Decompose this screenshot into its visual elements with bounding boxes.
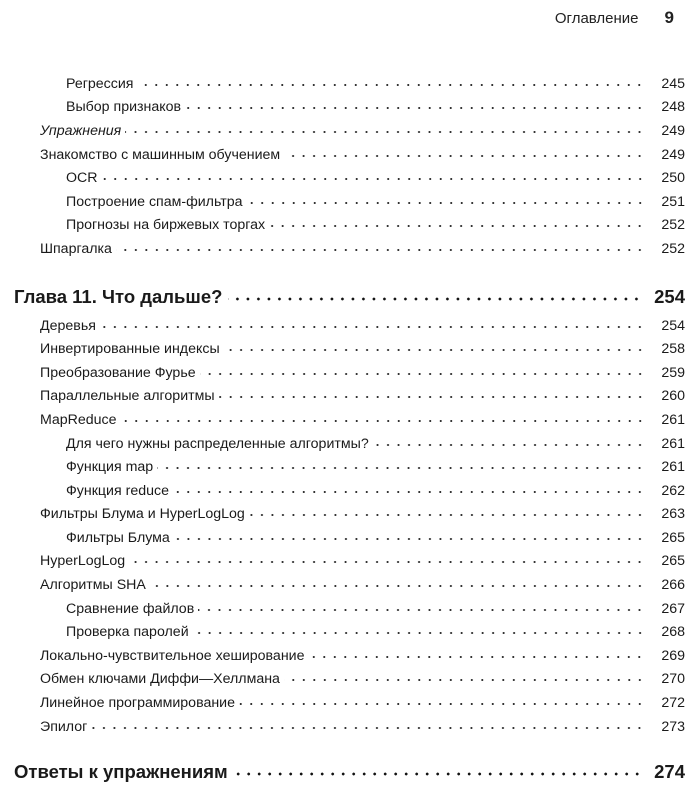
- dot-leader: [100, 320, 645, 334]
- toc-entry-title: Параллельные алгоритмы: [40, 388, 215, 405]
- toc-entry-page: 272: [661, 695, 685, 712]
- toc-entry-title: Деревья: [40, 317, 96, 334]
- dot-leader: [373, 438, 645, 452]
- toc-entry-cheatsheet[interactable]: [0, 237, 700, 261]
- toc-entry-title: HyperLogLog: [40, 553, 126, 570]
- dot-leader: [157, 461, 645, 475]
- toc-entry-title: Локально-чувствительное хеширование: [40, 647, 305, 664]
- toc-entry-page: 249: [661, 122, 685, 139]
- toc-entry-stock-forecast[interactable]: [0, 214, 700, 238]
- toc-entry-title: Обмен ключами Диффи—Хеллмана: [40, 671, 280, 688]
- toc-entry-page: 254: [661, 317, 685, 334]
- toc-entry-title: Знакомство с машинным обучением: [40, 146, 281, 163]
- toc-entry-page: 261: [661, 435, 685, 452]
- toc-entry-ocr[interactable]: [0, 166, 700, 190]
- toc-entry-page: 250: [661, 170, 685, 187]
- toc-entry-page: 245: [661, 75, 685, 92]
- toc-entry-epilogue[interactable]: [0, 715, 700, 739]
- toc-entry-bloom-filters[interactable]: [0, 526, 700, 550]
- dot-leader: [173, 485, 645, 499]
- toc-entry-title: Линейное программирование: [40, 695, 235, 712]
- toc-entry-lsh[interactable]: [0, 644, 700, 668]
- chapter-page: 274: [654, 761, 685, 783]
- dot-leader: [234, 766, 642, 782]
- toc-entry-sha[interactable]: [0, 573, 700, 597]
- toc-entry-page: 251: [661, 193, 685, 210]
- dot-leader: [284, 673, 645, 687]
- toc-entry-page: 252: [661, 217, 685, 234]
- chapter-title: Ответы к упражнениям: [14, 761, 228, 783]
- toc-entry-exercises[interactable]: [0, 119, 700, 143]
- toc-entry-distributed-why[interactable]: [0, 432, 700, 456]
- dot-leader: [228, 291, 642, 307]
- toc-entry-parallel[interactable]: [0, 385, 700, 409]
- toc-entry-password-check[interactable]: [0, 620, 700, 644]
- dot-leader: [150, 579, 645, 593]
- toc-entry-title: Фильтры Блума и HyperLogLog: [40, 506, 245, 523]
- toc-entry-page: 258: [661, 341, 685, 358]
- toc-entry-spam-filter[interactable]: [0, 190, 700, 214]
- toc-entry-page: 261: [661, 459, 685, 476]
- toc-entry-title: Для чего нужны распределенные алгоритмы?: [66, 435, 369, 452]
- toc-entry-page: 265: [661, 553, 685, 570]
- dot-leader: [284, 149, 645, 163]
- toc-entry-page: 266: [661, 577, 685, 594]
- toc-entry-title: Алгоритмы SHA: [40, 577, 146, 594]
- toc-entry-title: Эпилог: [40, 718, 88, 735]
- toc-entry-page: 267: [661, 600, 685, 617]
- table-of-contents: [0, 72, 700, 787]
- toc-entry-title: Сравнение файлов: [66, 600, 195, 617]
- toc-entry-page: 273: [661, 718, 685, 735]
- page-number: 9: [664, 8, 674, 27]
- toc-entry-intro-ml[interactable]: [0, 143, 700, 167]
- toc-entry-inverted-indexes[interactable]: [0, 337, 700, 361]
- toc-entry-title: Регрессия: [66, 75, 134, 92]
- toc-entry-title: Построение спам-фильтра: [66, 193, 243, 210]
- toc-entry-page: 263: [661, 506, 685, 523]
- dot-leader: [185, 101, 645, 115]
- dot-leader: [174, 532, 645, 546]
- toc-entry-page: 268: [661, 624, 685, 641]
- toc-entry-bloom-hll[interactable]: [0, 503, 700, 527]
- dot-leader: [249, 508, 645, 522]
- dot-leader: [200, 367, 645, 381]
- toc-entry-diffie-hellman[interactable]: [0, 668, 700, 692]
- chapter-page: 254: [654, 285, 685, 307]
- dot-leader: [219, 390, 645, 404]
- toc-entry-page: 248: [661, 99, 685, 116]
- toc-entry-title: MapReduce: [40, 411, 117, 428]
- running-header-title: Оглавление: [554, 10, 639, 27]
- toc-entry-reduce-function[interactable]: [0, 479, 700, 503]
- toc-entry-page: 260: [661, 388, 685, 405]
- dot-leader: [125, 125, 645, 139]
- toc-entry-title: Прогнозы на биржевых торгах: [66, 217, 266, 234]
- dot-leader: [129, 555, 645, 569]
- toc-entry-page: 252: [661, 240, 685, 257]
- dot-leader: [121, 414, 645, 428]
- toc-answers[interactable]: [0, 757, 700, 787]
- toc-entry-mapreduce[interactable]: [0, 408, 700, 432]
- dot-leader: [224, 343, 645, 357]
- toc-entry-title: Функция reduce: [66, 482, 169, 499]
- dot-leader: [269, 219, 645, 233]
- dot-leader: [102, 172, 645, 186]
- toc-entry-page: 259: [661, 364, 685, 381]
- toc-entry-page: 270: [661, 671, 685, 688]
- toc-entry-title: Проверка паролей: [66, 624, 189, 641]
- toc-entry-title: Функция map: [66, 459, 154, 476]
- toc-entry-map-function[interactable]: [0, 455, 700, 479]
- toc-entry-fourier[interactable]: [0, 361, 700, 385]
- toc-entry-page: 269: [661, 647, 685, 664]
- toc-entry-file-compare[interactable]: [0, 597, 700, 621]
- toc-entry-title: Выбор признаков: [66, 99, 182, 116]
- running-header: [555, 8, 674, 28]
- toc-entry-title: Преобразование Фурье: [40, 364, 196, 381]
- toc-entry-trees[interactable]: [0, 314, 700, 338]
- toc-entry-regression[interactable]: [0, 72, 700, 96]
- dot-leader: [193, 626, 645, 640]
- toc-entry-page: 262: [661, 482, 685, 499]
- toc-entry-page: 261: [661, 411, 685, 428]
- dot-leader: [91, 721, 645, 735]
- dot-leader: [308, 650, 645, 664]
- toc-entry-title: Шпаргалка: [40, 240, 112, 257]
- toc-chapter-11[interactable]: [0, 282, 700, 312]
- toc-entry-title: Фильтры Блума: [66, 529, 170, 546]
- toc-entry-hyperloglog[interactable]: [0, 550, 700, 574]
- dot-leader: [137, 78, 645, 92]
- chapter-title: Глава 11. Что дальше?: [14, 285, 223, 307]
- toc-entry-linear-programming[interactable]: [0, 691, 700, 715]
- dot-leader: [247, 196, 645, 210]
- dot-leader: [198, 603, 645, 617]
- dot-leader: [239, 697, 645, 711]
- toc-entry-page: 265: [661, 529, 685, 546]
- toc-entry-feature-selection[interactable]: [0, 96, 700, 120]
- toc-entry-title: OCR: [66, 170, 98, 187]
- toc-entry-title: Упражнения: [40, 122, 122, 139]
- toc-entry-title: Инвертированные индексы: [40, 341, 220, 358]
- dot-leader: [116, 243, 645, 257]
- toc-entry-page: 249: [661, 146, 685, 163]
